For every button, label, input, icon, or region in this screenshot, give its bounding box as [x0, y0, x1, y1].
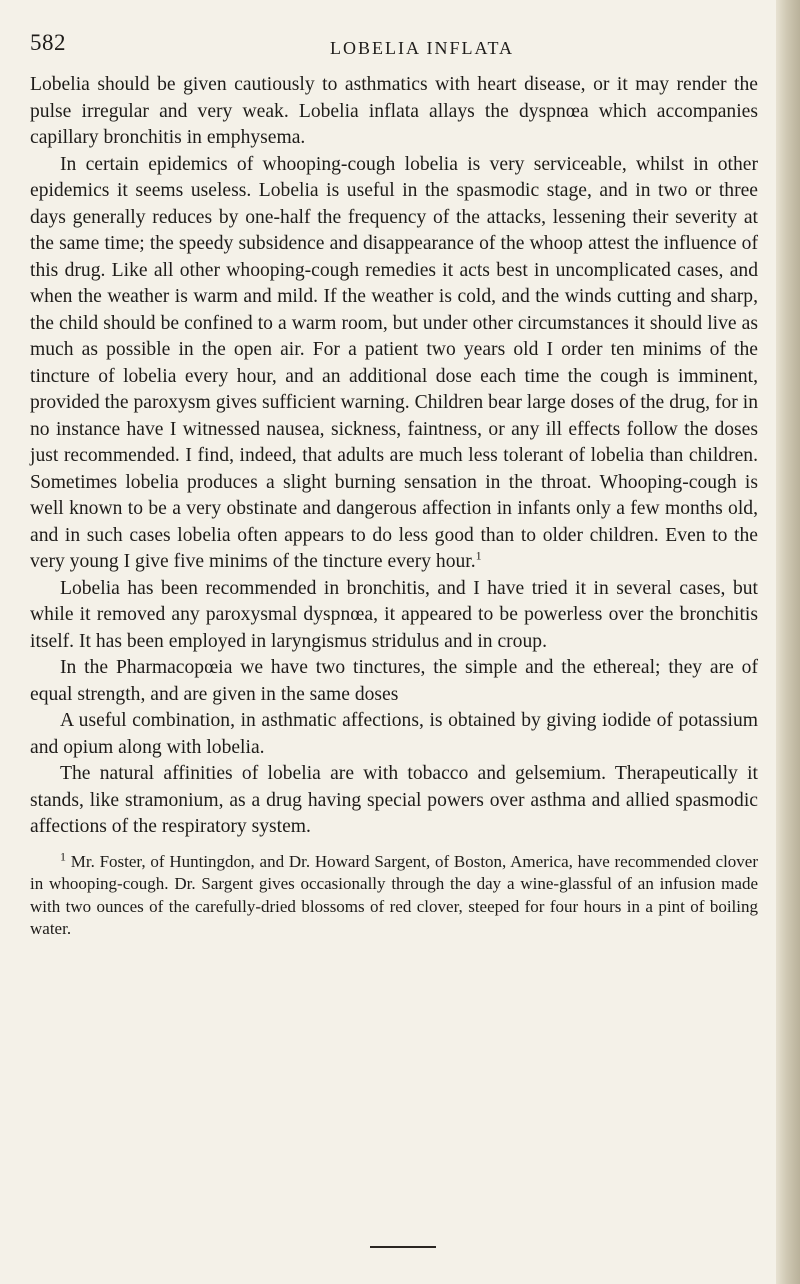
paragraph-whooping-cough-text: In certain epidemics of whooping-cough lobelia is very serviceable, whilst in other epidemics it seems useless. Lobelia is useful in the spasmodic stage, and in two or three days generally reduces by one-half the frequency of the attacks, lessening their severity at the same time; the speedy subsidence and disappearance of the whoop attest the influence of this drug. Like all other whooping-cough remedies it acts best in uncomplicated cases, and when the weather is warm and mild. If the weather is cold, and the winds cutting and sharp, the child should be confined to a warm room, but under other circumstances it should live as much as possible in the open air. For a patient two years old I order ten minims of the tincture of lobelia every hour, and an additional dose each time the cough is imminent, provided the paroxysm gives sufficient warning. Children bear large doses of the drug, for in no instance have I witnessed nausea, sickness, faintness, or any ill effects follow the doses just recommended. I find, indeed, that adults are much less tolerant of lobelia than children. Sometimes lobelia produces a slight burning sensation in the throat. Whooping-cough is well known to be a very obstinate and dangerous affection in infants only a few months old, and in such cases lobelia often appears to do less good than to older children. Even to the very young I give five minims of the tincture every hour. [30, 153, 758, 572]
paragraph-bronchitis: Lobelia has been recommended in bronchitis, and I have tried it in several cases, but while it removed any paroxysmal dyspnœa, it appeared to be powerless over the bronchitis itself. It has been employed in laryngismus stridulus and in croup. [30, 577, 758, 652]
page-binding-edge [776, 0, 800, 1284]
paragraph-combination: A useful combination, in asthmatic affections, is obtained by giving iodide of potassium and opium along with lobelia. [30, 710, 758, 758]
running-head [30, 30, 750, 70]
page-number: 582 [30, 30, 66, 55]
end-rule [370, 1246, 436, 1248]
paragraph-whooping-cough [30, 152, 758, 576]
paragraph-affinities: The natural affinities of lobelia are with tobacco and gelsemium. Therapeutically it stands, like stramonium, as a drug having special powers over asthma and allied spasmodic affections of the respiratory system. [30, 763, 758, 837]
running-title: LOBELIA INFLATA [330, 38, 515, 58]
footnote [30, 848, 758, 941]
body-text [30, 72, 758, 941]
footnote-reference: 1 [475, 548, 482, 563]
paragraph-heart-disease: Lobelia should be given cautiously to asthmatics with heart disease, or it may render the pulse irregular and very weak. Lobelia inflata allays the dyspnœa which accompanies capillary bronchitis in emphysema. [30, 74, 758, 148]
paragraph-pharmacopoeia: In the Pharmacopœia we have two tinctures, the simple and the ethereal; they are of equal strength, and are given in the same doses [30, 657, 758, 705]
footnote-marker: 1 [60, 848, 66, 863]
footnote-text: Mr. Foster, of Huntingdon, and Dr. Howard Sargent, of Boston, America, have recommended clover in whooping-cough. Dr. Sargent gives occasionally through the day a wine-glassful of an infusion made with two ounces of the carefully-dried blossoms of red clover, steeped for four hours in a pint of boiling water. [30, 851, 758, 938]
